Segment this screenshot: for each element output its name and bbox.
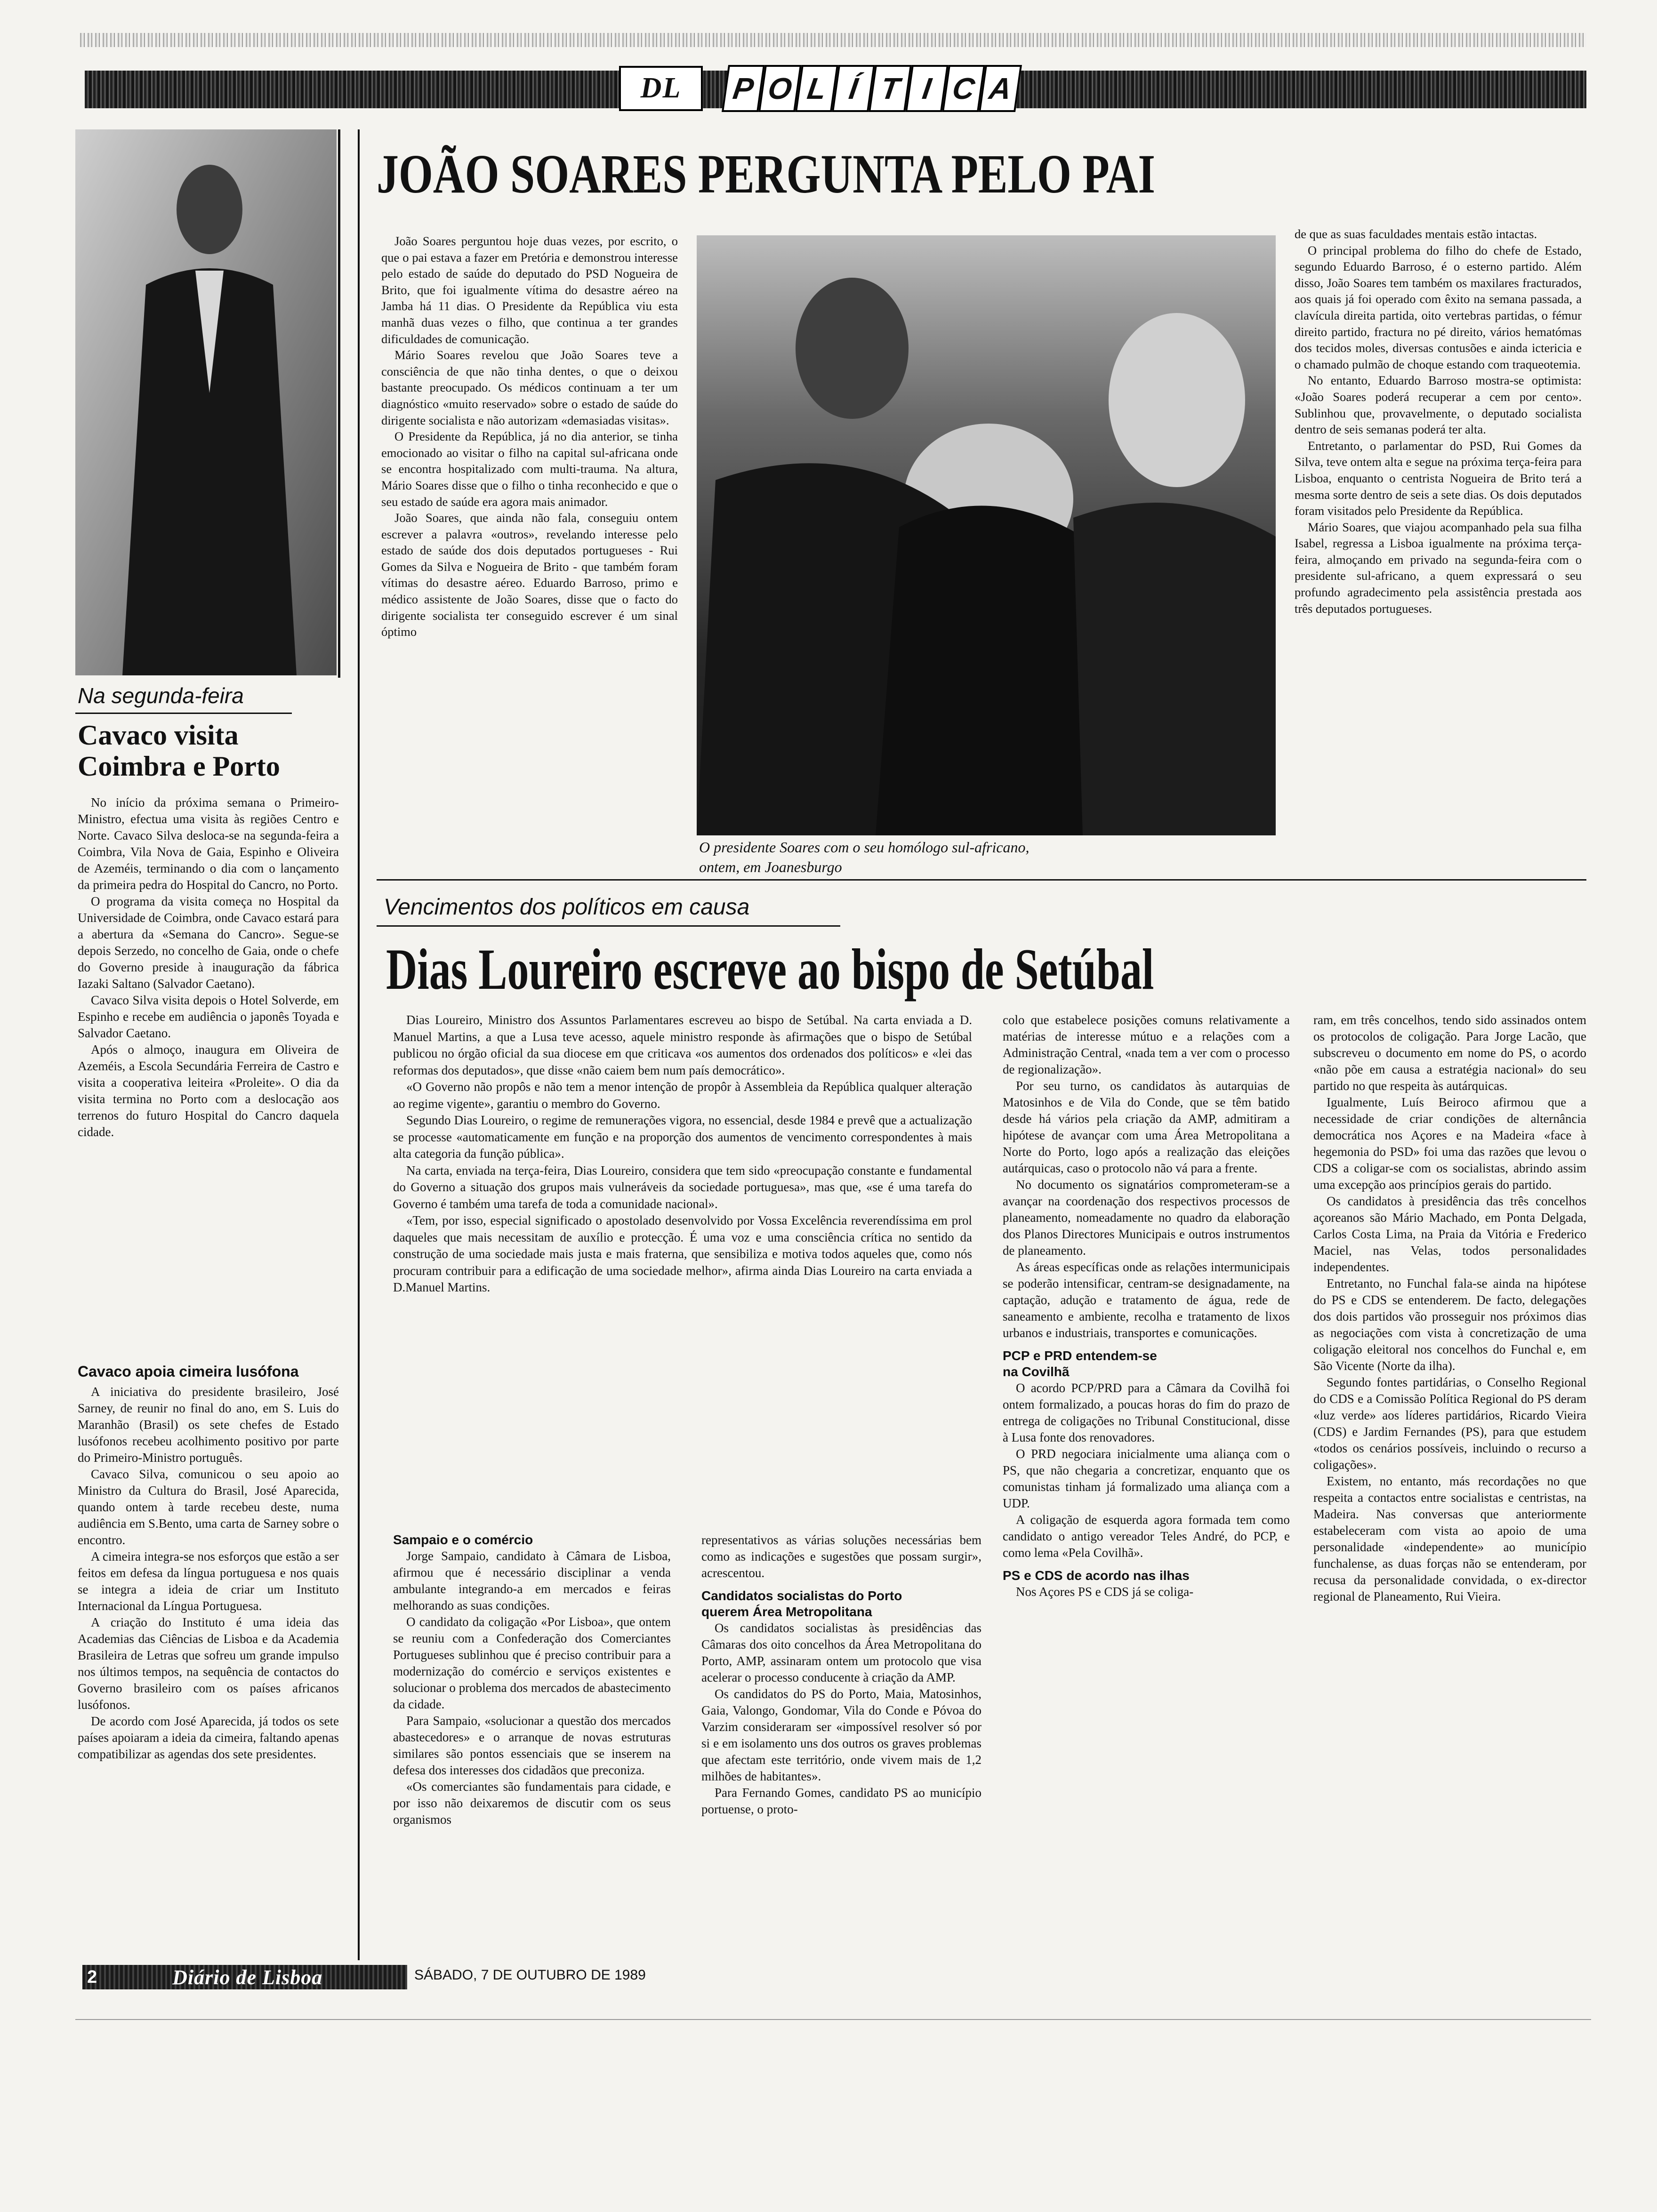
paragraph: Mário Soares, que viajou acompanhado pela sua filha Isabel, regressa a Lisboa igualmente na próxima terça-feira, almoçando em privado na segunda-feira com o presidente sul-africano, a quem expressará o seu profundo agradecimento pela assistência prestada aos três deputados portugueses.	[1295, 520, 1582, 616]
paragraph: Cavaco Silva visita depois o Hotel Solverde, em Espinho e recebe em audiência o japonês Toyada e Salvador Caetano.	[78, 993, 339, 1040]
paragraph: de que as suas faculdades mentais estão intactas.	[1295, 227, 1537, 241]
story2-kicker-rule	[377, 925, 840, 927]
paragraph: O PRD negociara inicialmente uma aliança com o PS, que não chegaria a concretizar, enquanto que os comunistas tinham já formalizado uma aliança com a UDP.	[1003, 1447, 1290, 1510]
paragraph: No documento os signatários comprometeram-se a avançar na coordenação dos respectivos processos de planeamento, nomeadamente no quadro da elaboração dos Planos Directores Municipais e outros instrumentos de planeamento.	[1003, 1178, 1290, 1258]
subheading: Sampaio e o comércio	[393, 1532, 533, 1547]
paragraph: Os candidatos do PS do Porto, Maia, Matosinhos, Gaia, Valongo, Gondomar, Vila do Conde e Póvoa do Varzim consideraram ser «impossível resolver só por si e em isolamento uns dos outros os graves problemas que afectam este território, onde vivem mais de 1,2 milhões de habitantes».	[701, 1687, 981, 1783]
paragraph: No início da próxima semana o Primeiro-Ministro, efectua uma visita às regiões Centro e Norte. Cavaco Silva desloca-se na segunda-feira a Coimbra, Vila Nova de Gaia, Espinho e Oliveira de Azeméis, terminando o dia com o lançamento da primeira pedra do Hospital do Cancro, no Porto.	[78, 795, 339, 892]
paragraph: O programa da visita começa no Hospital da Universidade de Coimbra, onde Cavaco estará para a abertura da «Semana do Cancro». Segue-se depois Serzedo, no concelho de Gaia, onde o chefe do Governo preside à inauguração da fábrica Iazaki Saltano (Salvador Caetano).	[78, 894, 339, 991]
paragraph: No entanto, Eduardo Barroso mostra-se optimista: «João Soares poderá recuperar a cem por cento». Sublinhou que, provavelmente, o deputado socialista dentro de seis semanas poderá ter alta.	[1295, 373, 1582, 437]
newspaper-logo: DL	[619, 66, 703, 111]
subheading: PCP e PRD entendem-se	[1003, 1348, 1157, 1363]
paragraph: O acordo PCP/PRD para a Câmara da Covilhã foi ontem formalizado, a poucas horas do fim do prazo de entrega de coligações no Tribunal Constitucional, disse à Lusa fonte dos renovadores.	[1003, 1381, 1290, 1444]
group-figures-icon	[697, 235, 1276, 835]
paragraph: «Os comerciantes são fundamentais para cidade, e por isso não deixaremos de discutir com os seus organismos	[393, 1779, 671, 1827]
paragraph: «Tem, por isso, especial significado o apostolado desenvolvido por Vossa Excelência reverendíssima em prol daqueles que mais necessitam de auxílio e protecção. É uma voz e uma consciência crítica no sentido da construção de uma sociedade mais justa e mais fraterna, que sensibiliza e motiva todos aqueles que, como nós procuram contribuir para a edificação de uma sociedade melhor», afirma ainda Dias Loureiro na carta enviada a D.Manuel Martins.	[393, 1213, 972, 1294]
paragraph: Os candidatos socialistas às presidências das Câmaras dos oito concelhos da Área Metropolitana do Porto, AMP, assinaram ontem um protocolo que visa acelerar o processo conducente à criação da AMP.	[701, 1621, 981, 1684]
paragraph: A iniciativa do presidente brasileiro, José Sarney, de reunir no final do ano, em S. Luis do Maranhão (Brasil) os sete chefes de Estado lusófonos recebeu acolhimento positivo por parte do Primeiro-Ministro português.	[78, 1385, 339, 1465]
photo-caption-2: ontem, em Joanesburgo	[699, 858, 842, 875]
portrait-figure-icon	[75, 129, 337, 675]
section-letter: Í	[832, 65, 875, 112]
paragraph: A criação do Instituto é uma ideia das Academias das Ciências de Lisboa e da Academia Brasileira de Letras que sofreu um grande impulso nos últimos tempos, na sequência de contactos do Governo brasileiro com os países africanos lusófonos.	[78, 1615, 339, 1712]
paragraph: Segundo Dias Loureiro, o regime de remunerações vigora, no essencial, desde 1984 e prevê que a actualização se processe «automaticamente em função e na proporção dos aumentos de vencimento correspondentes à mais alta categoria da função pública».	[393, 1113, 972, 1161]
paragraph: João Soares perguntou hoje duas vezes, por escrito, o que o pai estava a fazer em Pretória e demonstrou interesse pelo estado de saúde do deputado do PSD Nogueira de Brito, que foi igualmente vítima do desastre aéreo na Jamba há 11 dias. O Presidente da República viu esta manhã duas vezes o filho, que continua a ter grandes dificuldades de comunicação.	[381, 234, 678, 346]
story2-body-col3	[1003, 1012, 1290, 1600]
paper-name: Diário de Lisboa	[172, 1965, 323, 1989]
footer-badge	[82, 1965, 407, 1989]
sidebar-body-2	[78, 1384, 339, 1763]
paragraph: O candidato da coligação «Por Lisboa», que ontem se reuniu com a Confederação dos Comerciantes Portugueses sublinhou que é preciso contribuir para a modernização do comércio e serviços existentes e solucionar o problema dos mercados de abastecimento da cidade.	[393, 1615, 671, 1711]
story2-lead	[393, 1012, 972, 1296]
bottom-rule	[75, 2019, 1591, 2020]
cavaco-photo	[75, 129, 337, 675]
soares-photo	[697, 235, 1276, 835]
paragraph: representativos as várias soluções necessárias bem como as indicações e sugestões que possam surgir», acrescentou.	[701, 1533, 981, 1580]
sidebar-divider	[338, 129, 340, 678]
subheading: Candidatos socialistas do Porto	[701, 1588, 902, 1603]
story2-sampaio-col	[393, 1532, 671, 1828]
sidebar-kicker-rule	[75, 713, 292, 714]
paragraph: As áreas específicas onde as relações intermunicipais se poderão intensificar, centram-se designadamente, na captação, adução e tratamento de água, rede de saneamento e ambiente, recolha e tratamento de lixos urbanos e industriais, transportes e comunicações.	[1003, 1260, 1290, 1340]
paragraph: Cavaco Silva, comunicou o seu apoio ao Ministro da Cultura do Brasil, José Aparecida, quando ontem à tarde recebeu deste, numa audiência em S.Bento, uma carta de Sarney sobre o encontro.	[78, 1467, 339, 1547]
paragraph: ram, em três concelhos, tendo sido assinados ontem os protocolos de coligação. Para Jorge Lacão, que subscreveu o documento em nome do PS, o acordo «não põe em causa a estratégia nacional» do seu partido no que respeita às autárquicas.	[1313, 1013, 1586, 1093]
paragraph: De acordo com José Aparecida, já todos os sete países apoiaram a ideia da cimeira, faltando apenas compatibilizar as agendas dos sete presidentes.	[78, 1714, 339, 1761]
story1-body-col1	[381, 233, 678, 640]
sidebar-kicker: Na segunda-feira	[78, 683, 244, 708]
paragraph: Nos Açores PS e CDS já se coliga-	[1016, 1585, 1194, 1599]
paragraph: Entretanto, o parlamentar do PSD, Rui Gomes da Silva, teve ontem alta e segue na próxima terça-feira para Lisboa, enquanto o centrista Nogueira de Brito terá a mesma sorte dentro de seis a sete dias. Os dois deputados foram visitados pelo Presidente da República.	[1295, 438, 1582, 518]
paragraph: «O Governo não propôs e não tem a menor intenção de propôr à Assembleia da República qualquer alteração ao regime vigente», garantiu o membro do Governo.	[393, 1080, 972, 1111]
masthead-texture	[80, 33, 1586, 47]
paragraph: Para Fernando Gomes, candidato PS ao município portuense, o proto-	[701, 1786, 981, 1816]
sidebar-body	[78, 794, 339, 1140]
story2-body-col4	[1313, 1012, 1586, 1605]
paragraph: Após o almoço, inaugura em Oliveira de Azeméis, a Escola Secundária Ferreira de Castro e visita a cooperativa leiteira «Proleite». O dia da visita termina no Porto com a deslocação aos terrenos do futuro Hospital do Cancro daquela cidade.	[78, 1042, 339, 1139]
section-letter: C	[942, 65, 985, 112]
paragraph: A cimeira integra-se nos esforços que estão a ser feitos em defesa da língua portuguesa e nos quais se integra a ideia de criar um Instituto Internacional da Língua Portuguesa.	[78, 1549, 339, 1613]
story2-porto-col	[701, 1532, 981, 1818]
story2-headline: Dias Loureiro escreve ao bispo de Setúbal	[386, 937, 1154, 1002]
section-letter: P	[722, 65, 765, 112]
section-letter: T	[869, 65, 912, 112]
paragraph: Dias Loureiro, Ministro dos Assuntos Parlamentares escreveu ao bispo de Setúbal. Na carta enviada a D. Manuel Martins, a que a Lusa teve acesso, aquele ministro responde às afirmações que o bispo de Setúbal publicou no órgão oficial da sua diocese em que criticava «os aumentos dos ordenados dos políticos» e «lei das reformas dos deputados», que disse «não caiem bem num país democrático».	[393, 1013, 972, 1077]
paragraph: Entretanto, no Funchal fala-se ainda na hipótese do PS e CDS se entenderem. De facto, delegações dos dois partidos vão prosseguir nos próximos dias as negociações com vista à concretização de uma coligação eleitoral nos concelhos do Funchal e, em São Vicente (Norte da ilha).	[1313, 1276, 1586, 1373]
story1-headline: JOÃO SOARES PERGUNTA PELO PAI	[377, 143, 1156, 205]
page-number: 2	[87, 1967, 97, 1987]
paragraph: A coligação de esquerda agora formada tem como candidato o antigo vereador Teles André, do PCP, e como lema «Pela Covilhã».	[1003, 1513, 1290, 1560]
paragraph: Segundo fontes partidárias, o Conselho Regional do CDS e a Comissão Política Regional do PS deram «luz verde» aos líderes partidários, Ricardo Vieira (CDS) e Jardim Fernandes (PS), para que estudem «todos os cenários possíveis, incluindo o recurso a coligações».	[1313, 1375, 1586, 1472]
footer-date: SÁBADO, 7 DE OUTUBRO DE 1989	[414, 1967, 646, 1983]
paragraph: João Soares, que ainda não fala, conseguiu ontem escrever a palavra «outros», revelando interesse pelo estado de saúde dos dois deputados portugueses - Rui Gomes da Silva e Nogueira de Brito - que também foram vítimas do desastre aéreo. Eduardo Barroso, primo e médico assistente de João Soares, disse que o facto do dirigente socialista ter conseguido escrever é um sinal óptimo	[381, 511, 678, 639]
paragraph: Por seu turno, os candidatos às autarquias de Matosinhos e de Vila do Conde, que se têm batido desde há vários pela criação da AMP, admitiram a hipótese de avançar com uma Área Metropolitana a Norte do Porto, logo após a realização das eleições autárquicas, caso o protocolo não vá para a frente.	[1003, 1079, 1290, 1175]
column-rule-left	[358, 129, 360, 1960]
paragraph: Mário Soares revelou que João Soares teve a consciência de que não tinha dentes, o que o deixou bastante preocupado. Os médicos continuam a ter um diagnóstico «muito reservado» sobre o estado de saúde do dirigente socialista e não autorizam «demasiadas visitas».	[381, 348, 678, 427]
section-letter: O	[758, 65, 802, 112]
sidebar-headline-2: Coimbra e Porto	[78, 751, 280, 782]
paragraph: colo que estabelece posições comuns relativamente a matérias de interesse mútuo e a relações com a Administração Central, «nada tem a ver com o processo de regionalização».	[1003, 1013, 1290, 1076]
paragraph: O Presidente da República, já no dia anterior, se tinha emocionado ao visitar o filho na capital sul-africana onde se encontra hospitalizado com multi-trauma. Na altura, Mário Soares disse que o filho o tinha reconhecido e que o seu estado de saúde era agora mais animador.	[381, 429, 678, 509]
paragraph: Para Sampaio, «solucionar a questão dos mercados abastecedores» e o arranque de novas estruturas similares são pontos essenciais que se inserem na defesa dos interesses dos cidadãos que preconiza.	[393, 1714, 671, 1777]
section-letter: L	[795, 65, 838, 112]
paragraph: Existem, no entanto, más recordações no que respeita a contactos entre socialistas e centristas, na Madeira. Nas conversas que anteriormente estabeleceram com vista ao apoio de uma personalidade «independente» ao município funchalense, as duas forças não se entenderam, por recusa da personalidade convidada, o ex-director regional de Planeamento, Rui Vieira.	[1313, 1474, 1586, 1603]
paragraph: O principal problema do filho do chefe de Estado, segundo Eduardo Barroso, é o esterno partido. Além disso, João Soares tem também os maxilares fracturados, aos quais já foi operado com êxito na semana passada, a clavícula direita partida, oito vertebras partidas, o fémur direito partido, fractura no pé direito, vários hematómas dos tecidos moles, diversas contusões e ainda ictericia e o chamado pulmão de choque estando com traqueotemia.	[1295, 243, 1582, 371]
subheading: PS e CDS de acordo nas ilhas	[1003, 1568, 1190, 1583]
paragraph: Jorge Sampaio, candidato à Câmara de Lisboa, afirmou que é necessário disciplinar a venda ambulante integrando-a em mercados e feiras melhorando as suas condições.	[393, 1549, 671, 1612]
subheading: na Covilhã	[1003, 1364, 1070, 1379]
photo-caption-1: O presidente Soares com o seu homólogo sul-africano,	[699, 839, 1030, 856]
sidebar-subhead: Cavaco apoia cimeira lusófona	[78, 1363, 299, 1380]
story1-body-col3	[1295, 226, 1582, 617]
story2-kicker: Vencimentos dos políticos em causa	[384, 895, 750, 920]
sidebar-headline-1: Cavaco visita	[78, 720, 239, 751]
subheading: querem Área Metropolitana	[701, 1604, 872, 1619]
paragraph: Igualmente, Luís Beiroco afirmou que a necessidade de criar condições de alternância democrática nos Açores e na Madeira «face à hegemonia do PSD» foi uma das razões que levou o CDS a coligar-se com os socialistas, abrindo assim uma excepção aos princípios gerais do partido.	[1313, 1095, 1586, 1192]
story-separator	[377, 879, 1586, 881]
section-letter: A	[979, 65, 1022, 112]
section-letter: I	[905, 65, 949, 112]
paragraph: Os candidatos à presidência das três concelhos açoreanos são Mário Machado, em Ponta Delgada, Carlos Costa Lima, na Praia da Vitória e Frederico Maciel, nas Velas, todos personalidades independentes.	[1313, 1194, 1586, 1274]
paragraph: Na carta, enviada na terça-feira, Dias Loureiro, considera que tem sido «preocupação constante e fundamental do Governo a situação dos grupos mais vulneráveis da sociedade portuguesa», mas que, «se é uma tarefa do Governo é também uma tarefa de toda a comunidade nacional».	[393, 1163, 972, 1211]
